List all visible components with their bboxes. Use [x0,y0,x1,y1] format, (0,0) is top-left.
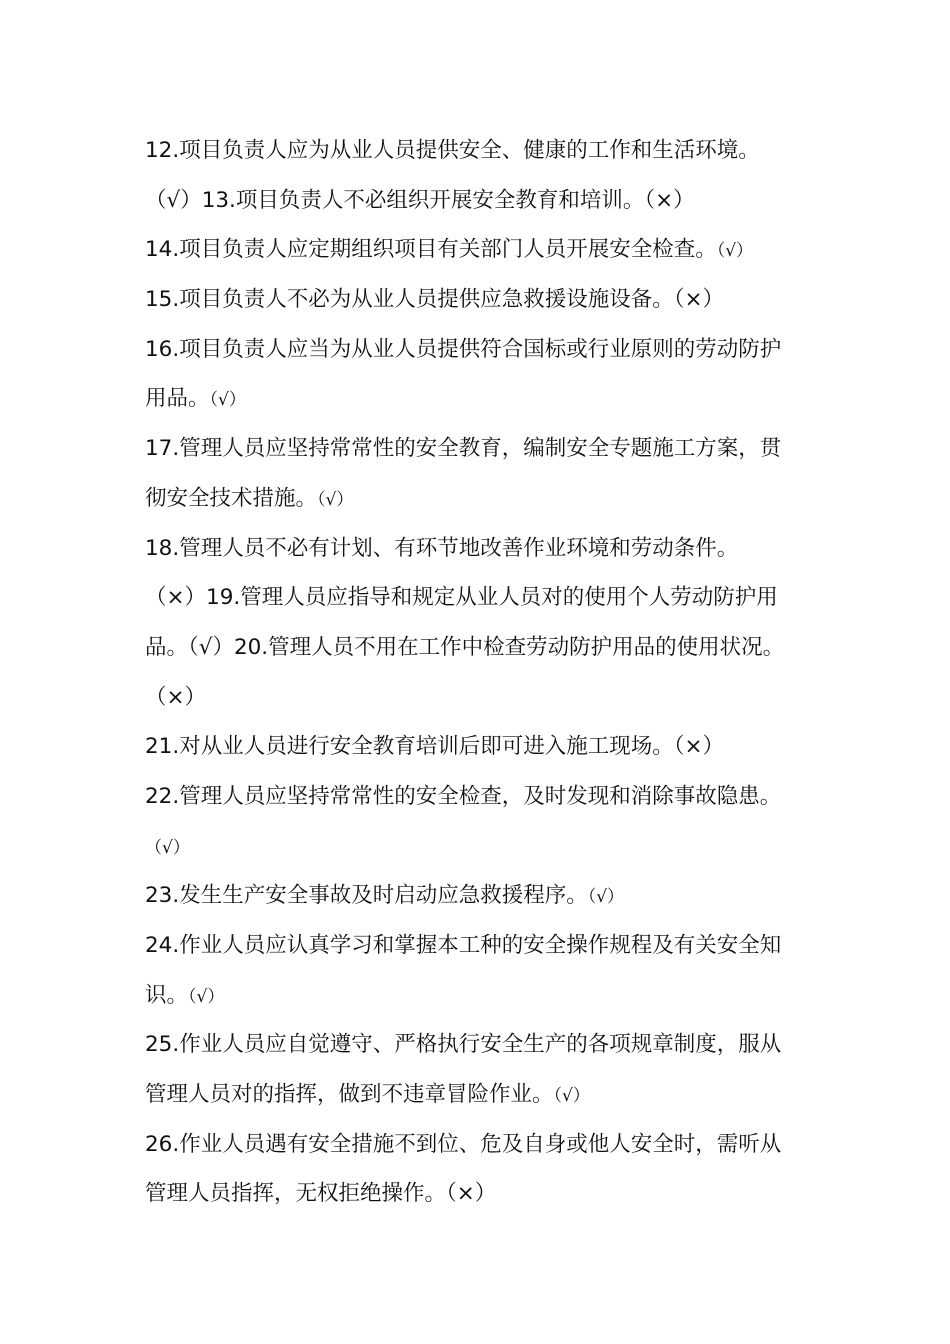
text-line [145,1070,810,1120]
answer-mark: （√） [716,241,754,262]
text-line [145,325,810,375]
line-text: 17.管理人员应坚持常常性的安全教育，编制安全专题施工方案，贯 [145,436,782,462]
text-line [145,524,810,574]
text-line [145,623,810,673]
answer-mark: （√） [188,986,225,1007]
text-line [145,1020,810,1070]
text-line [145,822,810,872]
line-text: 管理人员指挥，无权拒绝操作。（×） [145,1181,497,1207]
text-line [145,722,810,772]
line-text: 彻安全技术措施。 [145,485,318,511]
line-text: 12.项目负责人应为从业人员提供安全、健康的工作和生活环境。 [145,138,760,163]
line-text: 14.项目负责人应定期组织项目有关部门人员开展安全检查。 [145,237,717,263]
answer-mark: （√） [553,1086,590,1107]
line-text: 25.作业人员应自觉遵守、严格执行安全生产的各项规章制度，服从 [145,1032,782,1058]
line-text: 品。（√）20.管理人员不用在工作中检查劳动防护用品的使用状况。 [145,634,785,660]
line-text: 管理人员对的指挥，做到不违章冒险作业。 [145,1082,554,1108]
answer-mark: （√） [317,489,354,510]
line-text: 24.作业人员应认真学习和掌握本工种的安全操作规程及有关安全知 [145,933,782,958]
text-line [145,871,810,921]
line-text: 15.项目负责人不必为从业人员提供应急救援设施设备。（×） [145,287,724,313]
line-text: 22.管理人员应坚持常常性的安全检查，及时发现和消除事故隐患。 [145,783,782,809]
text-line [145,772,810,822]
text-line [145,673,810,723]
text-line [145,1120,810,1170]
text-line [145,474,810,524]
text-line [145,424,810,474]
text-line [145,225,810,275]
text-line [145,573,810,623]
answer-mark: （√） [145,837,190,858]
text-line [145,176,810,226]
line-text: 用品。 [145,386,210,412]
text-line [145,921,810,971]
line-text: 21.对从业人员进行安全教育培训后即可进入施工现场。（×） [145,734,724,760]
line-text: 识。 [145,982,189,1008]
text-line [145,275,810,325]
line-text: （√）13.项目负责人不必组织开展安全教育和培训。（×） [145,187,695,213]
answer-mark: （√） [209,390,246,411]
line-text: 18.管理人员不必有计划、有环节地改善作业环境和劳动条件。 [145,535,739,561]
line-text: （×） [145,684,207,710]
text-line [145,1169,810,1219]
line-text: 23.发生生产安全事故及时启动应急救援程序。 [145,883,588,909]
line-text: 16.项目负责人应当为从业人员提供符合国标或行业原则的劳动防护 [145,336,782,362]
text-line [145,374,810,424]
answer-mark: （√） [587,887,625,908]
line-text: （×）19.管理人员应指导和规定从业人员对的使用个人劳动防护用 [145,585,778,611]
line-text: 26.作业人员遇有安全措施不到位、危及自身或他人安全时，需听从 [145,1131,782,1157]
text-line [145,971,810,1021]
text-line [145,126,810,176]
document-page [145,126,810,1219]
